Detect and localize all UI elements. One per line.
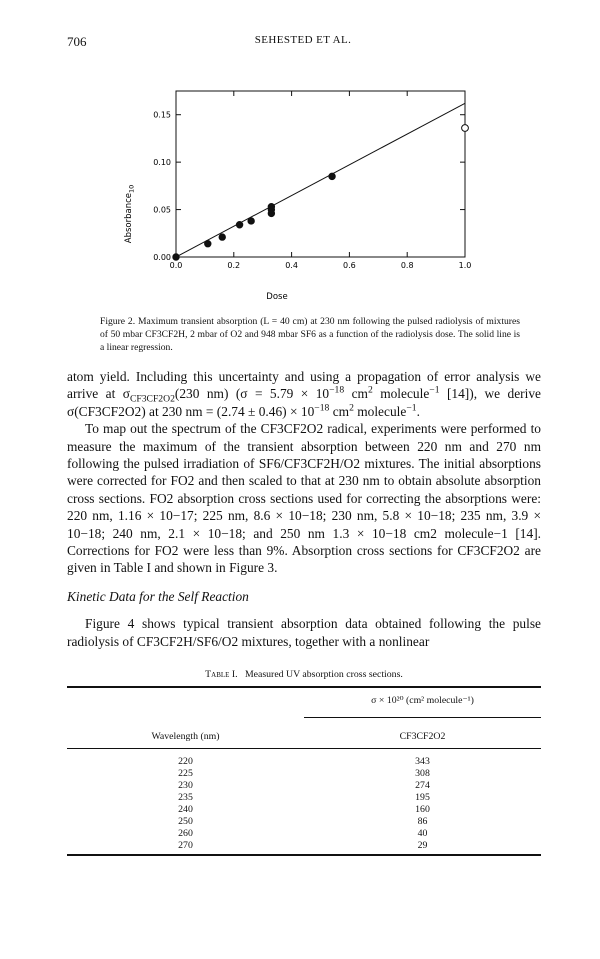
plot-frame xyxy=(176,91,465,257)
y-axis-label xyxy=(124,185,136,244)
cross-section-cell: 29 xyxy=(417,839,428,851)
cross-section-cell: 274 xyxy=(415,779,430,791)
x-tick-label: 1.0 xyxy=(458,261,472,270)
page-number: 706 xyxy=(67,34,87,49)
table-row xyxy=(67,803,541,815)
data-point xyxy=(248,218,254,224)
y-tick-label: 0.10 xyxy=(153,158,171,168)
data-point xyxy=(236,222,242,228)
cross-section-cell: 86 xyxy=(417,815,428,827)
data-point xyxy=(173,254,179,260)
data-point xyxy=(329,173,335,179)
x-axis-label: Dose xyxy=(266,292,288,302)
data-point xyxy=(205,241,211,247)
x-tick-label: 0.8 xyxy=(400,261,414,270)
linear-regression-line xyxy=(176,103,465,257)
cross-section-cell: 40 xyxy=(417,827,428,839)
table-title: Measured UV absorption cross sections. xyxy=(244,669,403,680)
cross-section-cell: 308 xyxy=(415,767,430,779)
table-row xyxy=(67,779,541,791)
table-row xyxy=(67,755,541,767)
col-header-species: CF3CF2O2 xyxy=(399,730,446,742)
col-header-wavelength: Wavelength (nm) xyxy=(151,730,220,742)
group-header: σ × 10²⁰ (cm² molecule⁻¹) xyxy=(371,694,474,706)
x-tick-label: 0.6 xyxy=(343,261,356,270)
wavelength-cell: 250 xyxy=(178,815,193,827)
table-row xyxy=(67,815,541,827)
running-head xyxy=(67,34,539,50)
cross-section-cell: 160 xyxy=(415,803,430,815)
cross-section-cell: 195 xyxy=(415,791,430,803)
y-axis-label-text: Absorbance xyxy=(124,193,134,244)
body-text xyxy=(67,368,541,650)
absorbance-dose-chart xyxy=(100,80,500,310)
x-tick-label: 0.0 xyxy=(169,261,183,270)
wavelength-cell: 225 xyxy=(178,767,193,779)
paragraph-2: To map out the spectrum of the CF3CF2O2 radical, experiments were performed to measure the maximum of the transient absorption between 220 nm and 270 nm following the pulsed irradiation of SF6/CF3CF2H/O2 mixtures. The initial absorptions were corrected for FO2 and then scaled to that at 230 nm to obtain absolute absorption cross sections. FO2 absorption cross sections used for correcting the absorptions were: 220 nm, 1.16 × 10−17; 225 nm, 8.6 × 10−18; 230 nm, 5.8 × 10−18; 235 nm, 3.9 × 10−18; 240 nm, 2.1 × 10−18; and 250 nm 1.3 × 10−18 cm2 molecule−1 [14]. Corrections for FO2 were less than 9%. Absorption cross sections for CF3CF2O2 are given in Table I and shown in Figure 3. xyxy=(67,421,541,576)
figure-caption: Figure 2. Maximum transient absorption (L = 40 cm) at 230 nm following the pulsed radiolysis of mixtures of 50 mbar CF3CF2H, 2 mbar of O2 and 948 mbar SF6 as a function of the radiolysis dose. The solid line is a linear regression. xyxy=(100,316,520,353)
table-row xyxy=(67,839,541,851)
paragraph-1: atom yield. Including this uncertainty and using a propagation of error analysis we arrive at $\sigma_{CF3CF2O2}(230$ nm) ($\sigma = 5.79 \times 10^{-18}$ $cm^2$ molecule$^{-1}$ [14]), we derive σ(CF3CF2O2) at 230 nm = $(2.74 \pm 0.46) \times 10^{-18}$ $cm^2$ molecule$^{-1}$. xyxy=(67,369,541,419)
wavelength-cell: 240 xyxy=(178,803,193,815)
table-row xyxy=(67,791,541,803)
table-1 xyxy=(67,669,541,856)
wavelength-cell: 270 xyxy=(178,839,193,851)
table-caption xyxy=(67,669,541,680)
wavelength-cell: 230 xyxy=(178,779,193,791)
table-row xyxy=(67,767,541,779)
wavelength-cell: 235 xyxy=(178,791,193,803)
wavelength-cell: 260 xyxy=(178,827,193,839)
table-label: Table I. xyxy=(205,669,238,680)
y-tick-label: 0.15 xyxy=(153,110,171,120)
data-point xyxy=(268,204,274,210)
paragraph-3: Figure 4 shows typical transient absorption data obtained following the pulse radiolysis of CF3CF2H/SF6/O2 mixtures, together with a nonlinear xyxy=(67,616,541,649)
running-title: SEHESTED ET AL. xyxy=(254,34,352,46)
cross-section-cell: 343 xyxy=(415,755,430,767)
y-tick-label: 0.00 xyxy=(153,253,171,262)
section-heading: Kinetic Data for the Self Reaction xyxy=(67,588,249,604)
y-tick-label: 0.05 xyxy=(153,205,171,215)
figure-2 xyxy=(100,80,500,310)
wavelength-cell: 220 xyxy=(178,755,193,767)
x-tick-label: 0.2 xyxy=(227,261,241,270)
uv-cross-section-table xyxy=(67,686,541,856)
y-axis-label-subscript: 10 xyxy=(127,184,136,194)
data-point-open xyxy=(462,125,469,132)
table-row xyxy=(67,827,541,839)
data-point xyxy=(219,234,225,240)
x-tick-label: 0.4 xyxy=(285,261,298,270)
